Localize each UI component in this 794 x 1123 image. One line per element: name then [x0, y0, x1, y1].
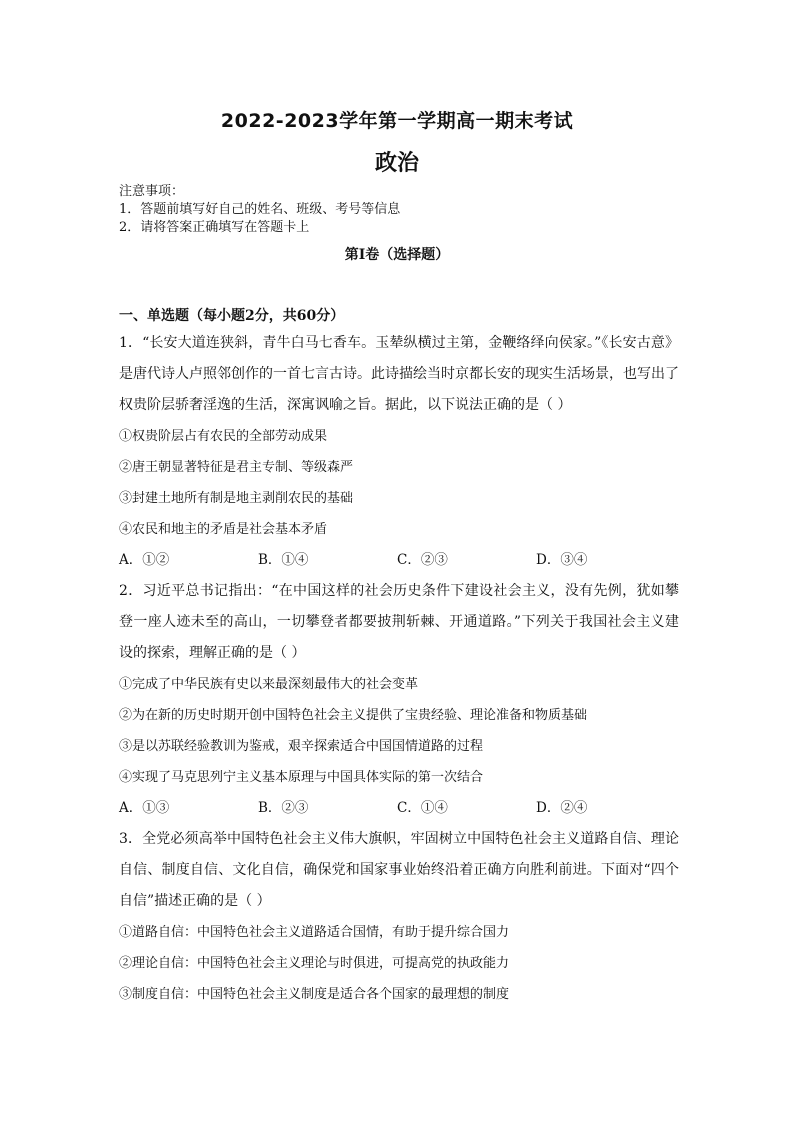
- question-2: [119, 576, 679, 824]
- choice-c[interactable]: C．①④: [397, 800, 448, 816]
- choice-row: [119, 793, 679, 824]
- statement: ①完成了中华民族有史以来最深刻最伟大的社会变革: [119, 677, 419, 692]
- notes-item: 2．请将答案正确填写在答题卡上: [119, 220, 310, 235]
- statement: ③是以苏联经验教训为鉴戒，艰辛探索适合中国国情道路的过程: [119, 739, 484, 754]
- choice-b[interactable]: B．②③: [258, 800, 309, 816]
- question-stem: 3．全党必须高举中国特色社会主义伟大旗帜，牢固树立中国特色社会主义道路自信、理论自信、制度自信、文化自信，确保党和国家事业始终沿着正确方向胜利前进。下面对“四个自信”描述正确的是（ ）: [119, 831, 679, 909]
- statement: ②为在新的历史时期开创中国特色社会主义提供了宝贵经验、理论准备和物质基础: [119, 708, 588, 723]
- choice-a[interactable]: A．①③: [119, 800, 170, 816]
- question-stem: 1．“长安大道连狭斜，青牛白马七香车。玉辇纵横过主第，金鞭络绎向侯家。”《长安古意》是唐代诗人卢照邻创作的一首七言古诗。此诗描绘当时京都长安的现实生活场景，也写出了权贵阶层骄奢淫逸的生活，深寓讽喻之旨。据此，以下说法正确的是（ ）: [119, 335, 679, 413]
- statement: ①道路自信：中国特色社会主义道路适合国情，有助于提升综合国力: [119, 925, 510, 940]
- choice-row: [119, 545, 679, 576]
- choice-c[interactable]: C．②③: [397, 552, 448, 568]
- question-1: [119, 328, 679, 576]
- exam-subject: 政治: [374, 151, 419, 176]
- part-heading: 一、单选题（每小题2分，共60分）: [119, 308, 345, 324]
- choice-d[interactable]: D．③④: [536, 552, 588, 568]
- statement: ②唐王朝显著特征是君主专制、等级森严: [119, 460, 354, 475]
- statement: ④农民和地主的矛盾是社会基本矛盾: [119, 522, 328, 537]
- statement: ④实现了马克思列宁主义基本原理与中国具体实际的第一次结合: [119, 770, 484, 785]
- notes-item: 1．答题前填写好自己的姓名、班级、考号等信息: [119, 202, 401, 217]
- question-stem: 2．习近平总书记指出：“在中国这样的社会历史条件下建设社会主义，没有先例，犹如攀登一座人迹未至的高山，一切攀登者都要披荆斩棘、开通道路。”下列关于我国社会主义建设的探索，理解正确的是（ ）: [119, 583, 679, 661]
- choice-a[interactable]: A．①②: [119, 552, 170, 568]
- notes-heading: 注意事项：: [119, 184, 185, 199]
- statement: ①权贵阶层占有农民的全部劳动成果: [119, 429, 328, 444]
- questions-area: [119, 328, 679, 1010]
- statement: ②理论自信：中国特色社会主义理论与时俱进，可提高党的执政能力: [119, 956, 510, 971]
- question-3: [119, 824, 679, 1010]
- choice-b[interactable]: B．①④: [258, 552, 309, 568]
- exam-title: 2022-2023学年第一学期高一期末考试: [220, 110, 574, 132]
- section-title: 第I卷（选择题）: [344, 247, 450, 263]
- notes-block: [119, 183, 400, 237]
- statement: ③封建土地所有制是地主剥削农民的基础: [119, 491, 354, 506]
- statement: ③制度自信：中国特色社会主义制度是适合各个国家的最理想的制度: [119, 987, 510, 1002]
- choice-d[interactable]: D．②④: [536, 800, 588, 816]
